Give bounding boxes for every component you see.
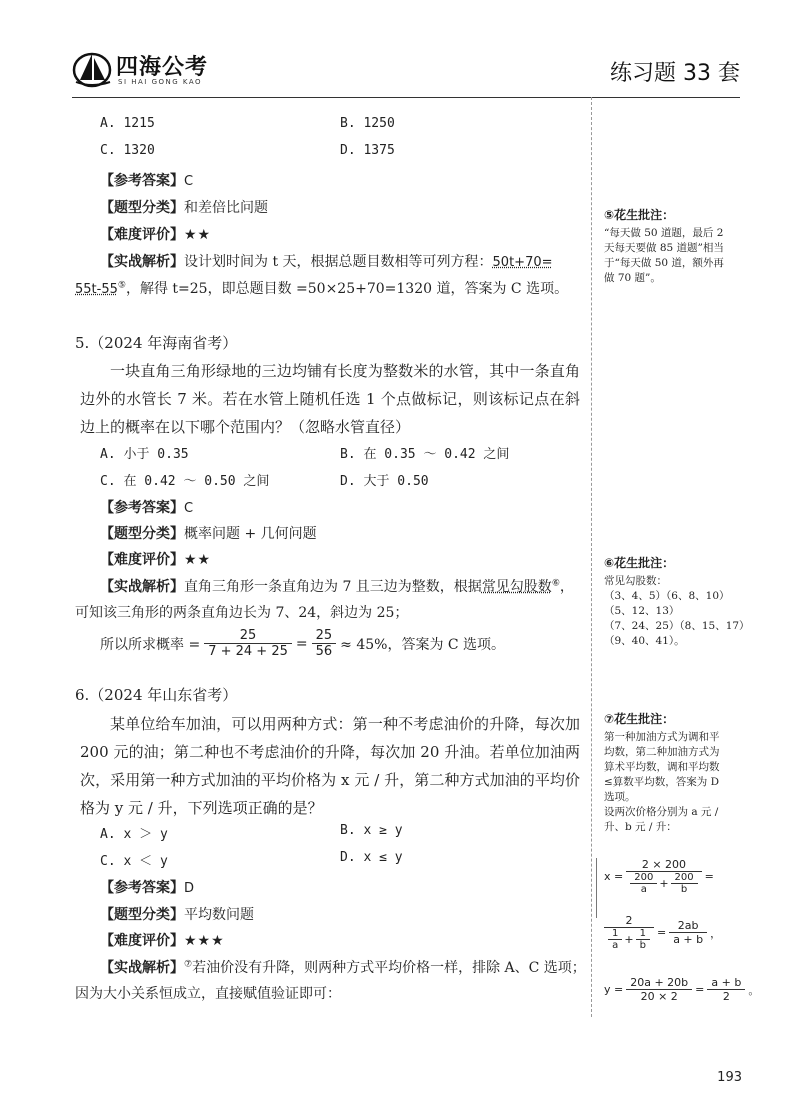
q5-probability-formula [100, 628, 505, 659]
sub-fraction [630, 872, 657, 895]
analysis-text: 直角三角形一条直角边为 7 且三边为整数，根据 [184, 579, 482, 595]
difficulty-stars: ★★★ [184, 933, 225, 949]
equals-sign: = [704, 870, 714, 883]
footnote-ref: ⑦ [184, 959, 193, 970]
q4-option-c: C. 1320 [100, 143, 155, 158]
sub-denominator: a [640, 884, 647, 895]
type-value: 概率问题 + 几何问题 [184, 526, 317, 542]
difficulty-stars: ★★ [184, 227, 212, 243]
note-title: ⑤花生批注： [604, 208, 675, 222]
mean-fraction [707, 976, 745, 1003]
comma: ， [710, 926, 722, 940]
analysis-equation: 55t-55 [75, 282, 118, 297]
equals-sign: = [656, 926, 667, 939]
note-line: （3、4、5）（6、8、10） [604, 590, 730, 602]
note-line: 选项。 [604, 791, 636, 803]
y-formula [604, 976, 759, 1003]
column-divider [591, 97, 592, 1017]
fraction-numerator: 25 [312, 628, 337, 644]
type-tag: 【题型分类】 [100, 907, 184, 923]
harmonic-fraction [604, 914, 654, 951]
analysis-text: 设计划时间为 t 天，根据总题目数相等可列方程： [184, 254, 493, 270]
difficulty-tag: 【难度评价】 [100, 933, 184, 949]
set-title: 练习题 33 套 [610, 61, 740, 86]
fraction-25-over-sum [204, 628, 292, 659]
q6-answer-row [100, 877, 194, 897]
note-line: 均数，第二种加油方式为 [604, 746, 720, 758]
q4-type-row [100, 197, 268, 217]
q5-stem: 一块直角三角形绿地的三边均铺有长度为整数米的水管，其中一条直角边外的水管长 7 米。若在水管上随机任选 1 个点做标记，则该标记点在斜边上的概率在以下哪个范围内？（忽略水管直径） [80, 362, 580, 436]
difficulty-tag: 【难度评价】 [100, 552, 184, 568]
logo-subtext: SI HAI GONG KAO [118, 78, 203, 86]
q5-option-b: B. 在 0.35 ～ 0.42 之间 [340, 447, 510, 462]
fraction-denominator: 7 + 24 + 25 [208, 644, 288, 659]
note-line: （9、40、41）。 [604, 635, 685, 647]
fraction-denominator: 56 [315, 644, 333, 659]
x-fraction [626, 858, 701, 895]
analysis-underlined: 常见勾股数 [481, 579, 552, 595]
q4-option-b: B. 1250 [340, 116, 395, 131]
type-value: 和差倍比问题 [184, 200, 268, 216]
fraction-numerator: a + b [707, 976, 745, 990]
fraction-numerator: 2ab [669, 919, 707, 933]
fraction-denominator: a + b [673, 933, 704, 946]
q6-option-b: B. x ≥ y [340, 823, 403, 838]
analysis-tag: 【实战解析】 [100, 254, 184, 270]
q6-stem: 某单位给车加油，可以用两种方式：第一种不考虑油价的升降，每次加 200 元的油；第二种也不考虑油价的升降，每次加 20 升油。若单位加油两次，采用第一种方式加油的平均价格为 x 元 / 升，第二种方式加油的平均价格为 y 元 / 升，下列选项正确的是？ [80, 715, 580, 817]
sub-fraction [608, 928, 622, 951]
difficulty-tag: 【难度评价】 [100, 227, 184, 243]
note-title: ⑥花生批注： [604, 556, 675, 570]
q5-option-c: C. 在 0.42 ～ 0.50 之间 [100, 474, 270, 489]
q5-option-a: A. 小于 0.35 [100, 447, 189, 462]
x-formula [604, 858, 714, 895]
q6-type-row [100, 904, 254, 924]
difficulty-stars: ★★ [184, 552, 212, 568]
sub-numerator: 200 [671, 872, 698, 884]
sub-numerator: 1 [636, 928, 650, 940]
answer-tag: 【参考答案】 [100, 500, 184, 516]
answer-tag: 【参考答案】 [100, 173, 184, 189]
period: 。 [748, 983, 760, 997]
note-line: 升、b 元 / 升： [604, 821, 677, 833]
note-line: “每天做 50 道题，最后 2 [604, 227, 724, 239]
note-line: ≤算数平均数，答案为 D [604, 776, 720, 788]
fraction-denominator [626, 872, 701, 895]
sailboat-logo-icon [72, 48, 114, 90]
q5-answer-row [100, 497, 193, 517]
side-note-5 [604, 208, 754, 286]
plus-sign: + [659, 877, 669, 890]
analysis-equation: 50t+70= [492, 255, 553, 270]
sub-denominator: b [639, 940, 646, 951]
q6-analysis-line-2: 因为大小关系恒成立，直接赋值验证即可： [75, 986, 341, 1002]
note-line: （5、12、13） [604, 605, 680, 617]
footnote-ref: ⑤ [117, 280, 126, 291]
footnote-ref: ⑥ [551, 578, 560, 589]
answer-tag: 【参考答案】 [100, 880, 184, 896]
answer-value: C [184, 174, 194, 189]
q6-option-d: D. x ≤ y [340, 850, 403, 865]
sub-fraction [636, 928, 650, 951]
q4-analysis-line-1 [100, 251, 553, 271]
q4-answer-row [100, 170, 193, 190]
q5-difficulty-row [100, 549, 211, 569]
analysis-text: ， [559, 579, 574, 595]
q6-heading: 6.（2024 年山东省考） [75, 686, 238, 704]
analysis-text: 若油价没有升降，则两种方式平均价格一样，排除 A、C 选项； [192, 960, 586, 976]
q4-option-d: D. 1375 [340, 143, 395, 158]
analysis-text: ，解得 t=25，即总题目数 =50×25+70=1320 道，答案为 C 选项。 [125, 281, 569, 297]
note-line: 做 70 题”。 [604, 272, 661, 284]
side-note-6 [604, 556, 754, 649]
fraction-denominator: 2 [722, 990, 730, 1003]
q6-difficulty-row [100, 930, 225, 950]
analysis-tag: 【实战解析】 [100, 579, 184, 595]
note-line: 天每天要做 85 道题”相当 [604, 242, 724, 254]
q5-type-row [100, 523, 317, 543]
formula-result: ≈ 45%，答案为 C 选项。 [340, 636, 506, 653]
y-lead: y = [604, 983, 624, 996]
q4-analysis-line-2 [75, 278, 568, 298]
note-title: ⑦花生批注： [604, 712, 675, 726]
answer-value: D [184, 881, 195, 896]
x-lead: x = [604, 870, 624, 883]
q6-option-c: C. x ＜ y [100, 854, 168, 869]
q5-option-d: D. 大于 0.50 [340, 474, 429, 489]
page-number: 193 [717, 1070, 742, 1085]
q5-heading: 5.（2024 年海南省考） [75, 334, 238, 352]
sub-numerator: 1 [608, 928, 622, 940]
logo-text: 四海公考 [116, 55, 209, 80]
fraction-denominator: 20 × 2 [640, 990, 678, 1003]
note-line: （7、24、25）（8、15、17） [604, 620, 750, 632]
note-line: 常见勾股数： [604, 575, 667, 587]
fraction-numerator: 20a + 20b [626, 976, 692, 990]
q5-analysis-line-1 [100, 576, 574, 596]
sub-denominator: b [680, 884, 688, 895]
q4-difficulty-row [100, 224, 211, 244]
result-fraction [669, 919, 707, 946]
fraction-numerator: 2 × 200 [626, 858, 701, 872]
q5-analysis-line-2: 可知该三角形的两条直角边长为 7、24，斜边为 25； [75, 605, 409, 621]
brand-logo [72, 48, 232, 94]
fraction-denominator [604, 928, 654, 951]
equals-sign: = [695, 983, 705, 996]
equals-sign: = [295, 635, 308, 652]
fraction-numerator: 2 [604, 914, 654, 928]
type-value: 平均数问题 [184, 907, 254, 923]
answer-value: C [184, 501, 194, 516]
q6-analysis-line-1 [100, 957, 586, 977]
formula-lead: 所以所求概率 = [100, 636, 201, 653]
note-line: 算术平均数，调和平均数 [604, 761, 720, 773]
side-note-7 [604, 712, 754, 835]
y-fraction [626, 976, 692, 1003]
sub-fraction [671, 872, 698, 895]
fraction-25-over-56 [312, 628, 337, 659]
analysis-tag: 【实战解析】 [100, 960, 184, 976]
math-bracket-line [596, 858, 597, 918]
header-divider [72, 97, 740, 98]
plus-sign: + [624, 933, 634, 946]
x-formula-continued [604, 914, 721, 951]
sub-denominator: a [612, 940, 619, 951]
note-line: 于“每天做 50 道，额外再 [604, 257, 724, 269]
note-line: 设两次价格分别为 a 元 / [604, 806, 719, 818]
type-tag: 【题型分类】 [100, 200, 184, 216]
q6-option-a: A. x ＞ y [100, 827, 168, 842]
q4-option-a: A. 1215 [100, 116, 155, 131]
type-tag: 【题型分类】 [100, 526, 184, 542]
sub-numerator: 200 [630, 872, 657, 884]
fraction-numerator: 25 [204, 628, 292, 644]
note-line: 第一种加油方式为调和平 [604, 731, 720, 743]
